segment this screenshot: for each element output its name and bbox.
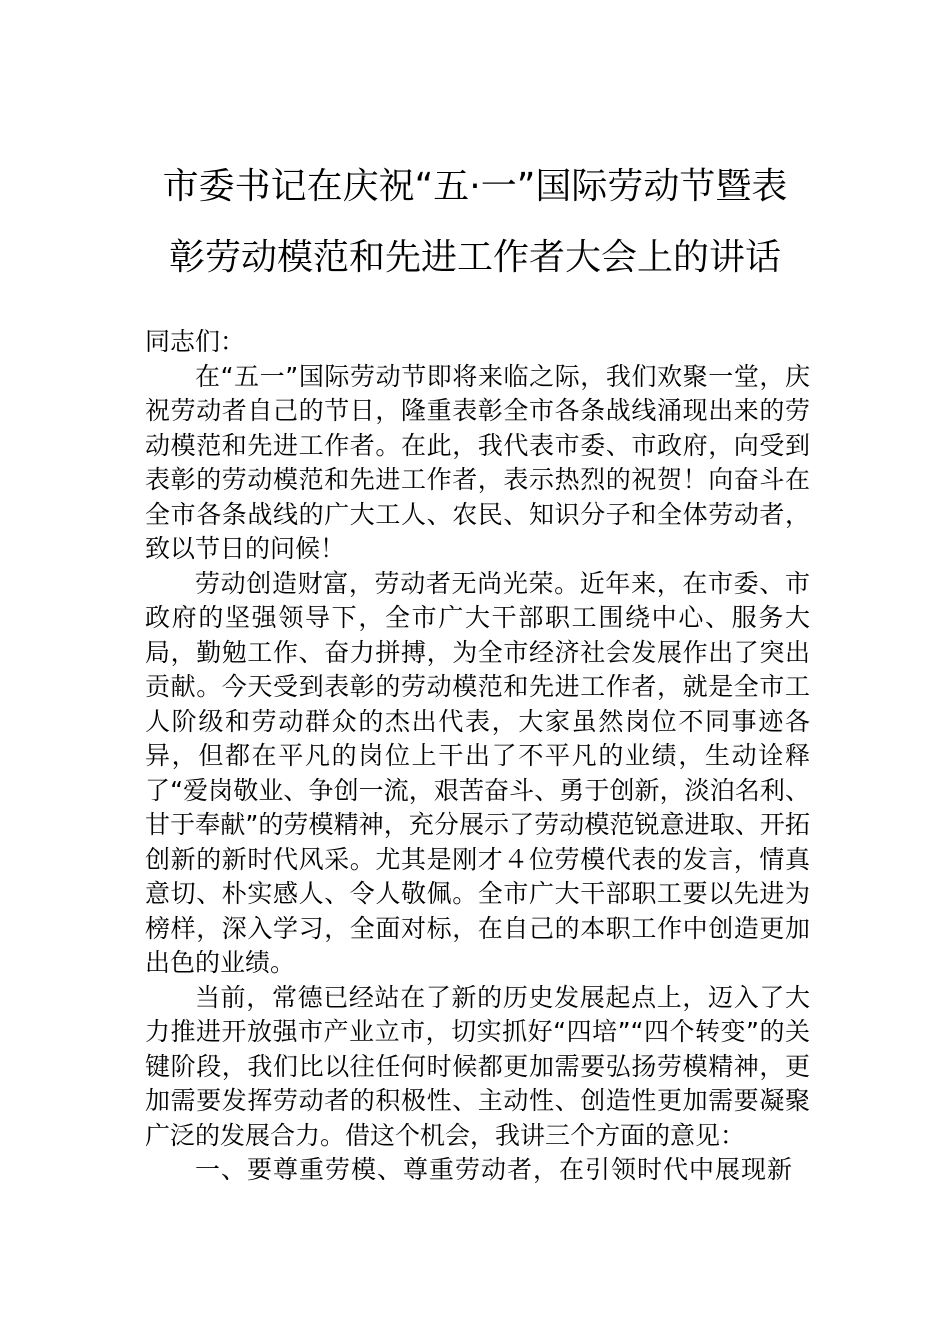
document-body: [145, 325, 810, 1188]
paragraph-current-situation: 当前，常德已经站在了新的历史发展起点上，迈入了大力推进开放强市产业立市，切实抓好“四培”“四个转变”的关键阶段，我们比以往任何时候都更加需要弘扬劳模精神，更加需要发挥劳动者的积极性、主动性、创造性更加需要凝聚广泛的发展合力。借这个机会，我讲三个方面的意见：: [145, 982, 810, 1150]
paragraph-greeting: 在“五一”国际劳动节即将来临之际，我们欢聚一堂，庆祝劳动者自己的节日，隆重表彰全市各条战线涌现出来的劳动模范和先进工作者。在此，我代表市委、市政府，向受到表彰的劳动模范和先进工作者，表示热烈的祝贺！向奋斗在全市各条战线的广大工人、农民、知识分子和全体劳动者，致以节日的问候！: [145, 361, 810, 563]
section-heading-one: 一、要尊重劳模、尊重劳动者，在引领时代中展现新: [195, 1155, 794, 1184]
paragraph-achievements: 劳动创造财富，劳动者无尚光荣。近年来，在市委、市政府的坚强领导下，全市广大干部职工围绕中心、服务大局，勤勉工作、奋力拼搏，为全市经济社会发展作出了突出贡献。今天受到表彰的劳动模范和先进工作者，就是全市工人阶级和劳动群众的杰出代表，大家虽然岗位不同事迹各异，但都在平凡的岗位上干出了不平凡的业绩，生动诠释了“爱岗敬业、争创一流，艰苦奋斗、勇于创新，淡泊名利、甘于奉献”的劳模精神，充分展示了劳动模范锐意进取、开拓创新的新时代风采。尤其是刚才４位劳模代表的发言，情真意切、朴实感人、令人敬佩。全市广大干部职工要以先进为榜样，深入学习，全面对标，在自己的本职工作中创造更加出色的业绩。: [145, 568, 810, 977]
document-title-line-2: 彰劳动模范和先进工作者大会上的讲话: [168, 237, 781, 278]
document-title-line-1: 市委书记在庆祝“五·一”国际劳动节暨表: [162, 166, 788, 207]
salutation: 同志们：: [145, 327, 246, 356]
